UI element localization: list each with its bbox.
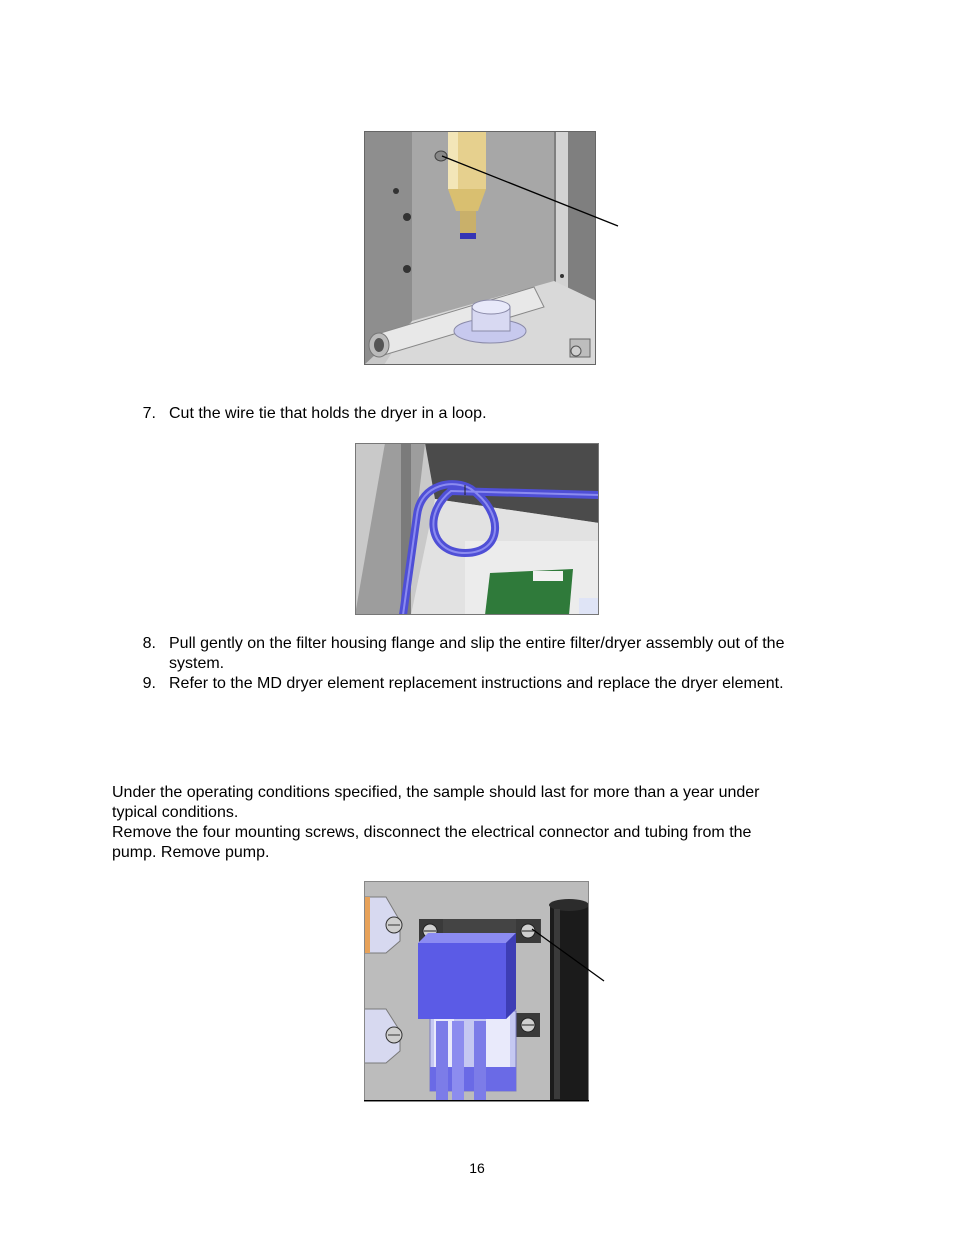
figure-underline — [364, 1100, 589, 1101]
figure-dryer-loop — [355, 443, 599, 615]
page-number: 16 — [469, 1160, 485, 1176]
step-text: Refer to the MD dryer element replacement instructions and replace the dryer element. — [169, 675, 784, 692]
step-number: 8. — [142, 635, 156, 652]
paragraph-line: typical conditions. — [112, 804, 239, 821]
figure-pump-mounting — [364, 881, 589, 1102]
paragraph-line: Remove the four mounting screws, disconnect the electrical connector and tubing from the — [112, 824, 752, 841]
step-text: Cut the wire tie that holds the dryer in a loop. — [169, 405, 487, 422]
step-number: 9. — [142, 675, 156, 692]
paragraph-line: Under the operating conditions specified, the sample should last for more than a year under — [112, 784, 760, 801]
step-text: Pull gently on the filter housing flange and slip the entire filter/dryer assembly out of the — [169, 635, 785, 652]
paragraph — [112, 783, 760, 863]
callout-line — [528, 925, 608, 985]
step-number: 7. — [142, 405, 156, 422]
paragraph-line: pump. Remove pump. — [112, 844, 270, 861]
callout-line — [440, 150, 620, 230]
step-text: system. — [169, 655, 225, 672]
